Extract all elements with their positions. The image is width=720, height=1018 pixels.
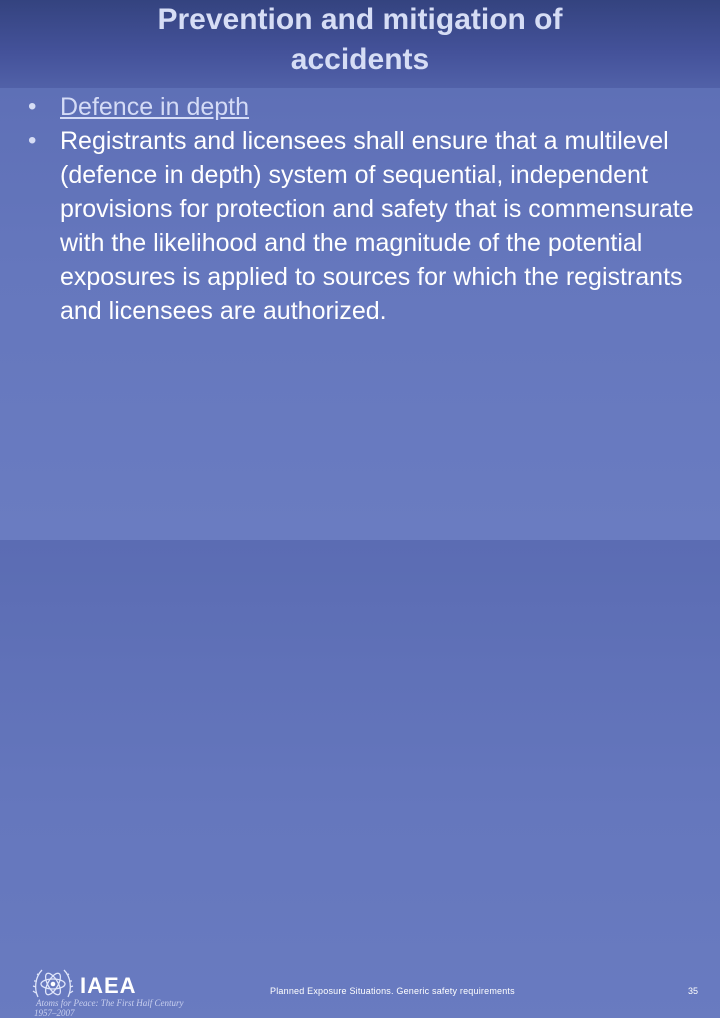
slide-title [0,0,720,80]
footer [0,480,720,1018]
bullet-item [28,90,698,124]
logo-years: 1957–2007 [34,1008,75,1018]
title-line-1: Prevention and mitigation of [157,3,563,36]
page-number: 35 [688,986,699,996]
footer-caption: Planned Exposure Situations. Generic safety requirements [270,986,515,996]
bullet-dot-icon: • [28,127,37,154]
bullet-item [28,124,698,328]
title-line-2: accidents [290,43,430,76]
logo-text: IAEA [80,973,137,998]
bullet-list [28,90,698,328]
logo-motto: Atoms for Peace: The First Half Century [36,998,184,1008]
bullet-dot-icon: • [28,93,37,120]
bullet-text: Registrants and licensees shall ensure that a multilevel (defence in depth) system of sequential, independent provisions for protection and safety that is commensurate with the likelihood and the magnitude of the potential exposures is applied to sources for which the registrants and licensees are authorized. [60,127,694,325]
bullet-text: Defence in depth [60,93,250,121]
